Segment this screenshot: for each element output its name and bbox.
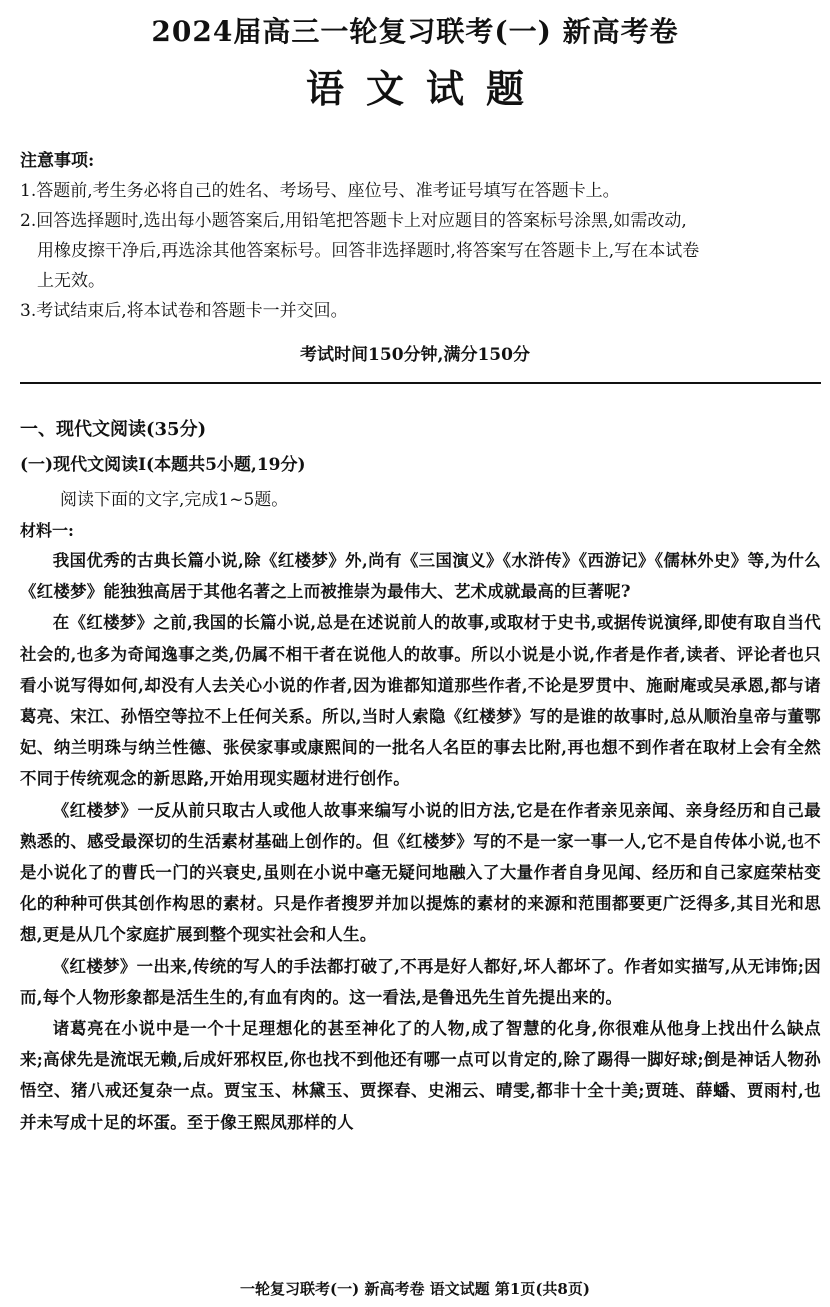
- section-title: 一、现代文阅读(35分): [20, 419, 207, 440]
- passage-paragraph-4: 《红楼梦》一出来,传统的写人的手法都打破了,不再是好人都好,坏人都坏了。作者如实描写,从无讳饰;因而,每个人物形象都是活生生的,有血有肉的。这一看法,是鲁迅先生首先提出来的。: [20, 956, 821, 1007]
- notice-heading: 注意事项:: [20, 151, 95, 171]
- exam-time-info: 考试时间150分钟,满分150分: [300, 345, 530, 365]
- notice-item-2-cont: 用橡皮擦干净后,再选涂其他答案标号。回答非选择题时,将答案写在答题卡上,写在本试卷: [37, 241, 700, 261]
- notice-item-2-end: 上无效。: [37, 271, 105, 291]
- passage-paragraph-2: 在《红楼梦》之前,我国的长篇小说,总是在述说前人的故事,或取材于史书,或据传说演绎,即使有取自当代社会的,也多为奇闻逸事之类,仍属不相干者在说他人的故事。所以小说是小说,作者是作者,读者、评论者也只看小说写得如何,却没有人去关心小说的作者,因为谁都知道那些作者,不论是罗贯中、施耐庵或吴承恩,都与诸葛亮、宋江、孙悟空等拉不上任何关系。所以,当时人索隐《红楼梦》写的是谁的故事时,总从顺治皇帝与董鄂妃、纳兰明珠与纳兰性德、张侯家事或康熙间的一批名人名臣的事去比附,再也想不到作者在取材上会有全然不同于传统观念的新思路,开始用现实题材进行创作。: [20, 613, 821, 789]
- section-subtitle: (一)现代文阅读Ⅰ(本题共5小题,19分): [20, 455, 306, 475]
- material-label: 材料一:: [20, 521, 74, 540]
- notice-item-3: 3.考试结束后,将本试卷和答题卡一并交回。: [20, 301, 348, 321]
- passage-paragraph-3: 《红楼梦》一反从前只取古人或他人故事来编写小说的旧方法,它是在作者亲见亲闻、亲身经历和自己最熟悉的、感受最深切的生活素材基础上创作的。但《红楼梦》写的不是一家一事一人,它不是自传体小说,也不是小说化了的曹氏一门的兴衰史,虽则在小说中毫无疑问地融入了大量作者自身见闻、经历和自己家庭荣枯变化的种种可供其创作构思的素材。只是作者搜罗并加以提炼的素材的来源和范围都要更广泛得多,其目光和思想,更是从几个家庭扩展到整个现实社会和人生。: [20, 800, 821, 945]
- divider-line: [20, 382, 821, 384]
- page-footer: 一轮复习联考(一) 新高考卷 语文试题 第1页(共8页): [240, 1280, 590, 1298]
- exam-subject-title: 语文试题: [305, 66, 546, 111]
- notice-block: [20, 146, 820, 326]
- passage-paragraph-5: 诸葛亮在小说中是一个十足理想化的甚至神化了的人物,成了智慧的化身,你很难从他身上找出什么缺点来;高俅先是流氓无赖,后成奸邪权臣,你也找不到他还有哪一点可以肯定的,除了踢得一脚好球;倒是神话人物孙悟空、猪八戒还复杂一点。贾宝玉、林黛玉、贾探春、史湘云、晴雯,都非十全十美;贾琏、薛蟠、贾雨村,也并未写成十足的坏蛋。至于像王熙凤那样的人: [20, 1019, 821, 1132]
- notice-item-2: 2.回答选择题时,选出每小题答案后,用铅笔把答题卡上对应题目的答案标号涂黑,如需改动,: [20, 211, 687, 231]
- reading-instruction: 阅读下面的文字,完成1~5题。: [60, 490, 289, 510]
- reading-passage: [20, 545, 821, 1138]
- exam-header-title: 2024届高三一轮复习联考(一) 新高考卷: [151, 15, 679, 48]
- notice-item-1: 1.答题前,考生务必将自己的姓名、考场号、座位号、准考证号填写在答题卡上。: [20, 181, 620, 201]
- passage-paragraph-1: 我国优秀的古典长篇小说,除《红楼梦》外,尚有《三国演义》《水浒传》《西游记》《儒林外史》等,为什么《红楼梦》能独独高居于其他名著之上而被推崇为最伟大、艺术成就最高的巨著呢?: [20, 551, 821, 602]
